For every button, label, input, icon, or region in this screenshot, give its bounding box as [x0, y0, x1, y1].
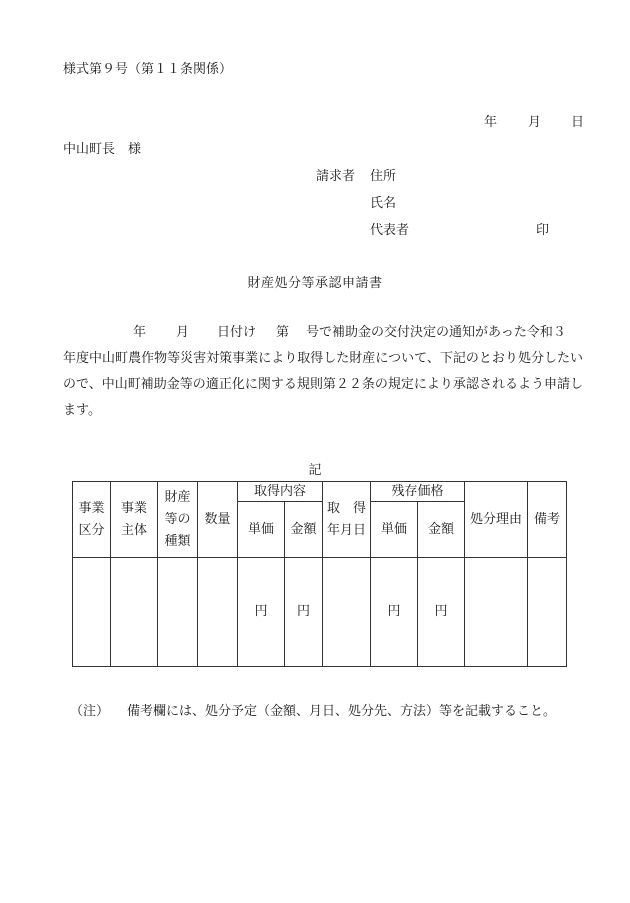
footnote — [70, 700, 556, 719]
cell-property-type[interactable] — [158, 558, 198, 667]
body-year: 年 — [133, 325, 147, 340]
body-line1-rest: 号で補助金の交付決定の通知があった令和３ — [306, 325, 566, 340]
cell-remarks[interactable] — [528, 558, 567, 667]
body-paragraph — [63, 320, 583, 424]
name-label: 氏名 — [370, 196, 397, 211]
date-year: 年 — [484, 115, 498, 130]
yen-unit: 円 — [296, 604, 310, 619]
header-acquisition-date: 取 得 年月日 — [323, 482, 371, 558]
representative-label: 代表者 — [370, 223, 410, 238]
header-business-entity: 事業 主体 — [111, 482, 158, 558]
header-acquisition: 取得内容 — [238, 482, 323, 502]
cell-unit-price[interactable] — [238, 558, 285, 667]
footnote-text: 備考欄には、処分予定（金額、月日、処分先、方法）等を記載すること。 — [127, 704, 557, 719]
header-residual-amount: 金額 — [418, 502, 465, 558]
header-remarks: 備考 — [528, 482, 567, 558]
header-property-type: 財産 等の 種類 — [158, 482, 198, 558]
footnote-label: （注） — [70, 704, 110, 719]
cell-business-entity[interactable] — [111, 558, 158, 667]
seal-mark: 印 — [536, 223, 550, 238]
date-day: 日 — [571, 115, 585, 130]
header-disposal-reason: 処分理由 — [465, 482, 528, 558]
header-amount: 金額 — [285, 502, 323, 558]
yen-unit: 円 — [254, 604, 268, 619]
form-number: 様式第９号（第１１条関係） — [63, 62, 233, 77]
header-unit-price: 単価 — [238, 502, 285, 558]
addressee: 中山町長 様 — [63, 142, 142, 157]
body-continuation: 年度中山町農作物等災害対策事業により取得した財産について、下記のとおり処分したいので、中山町補助金等の適正化に関する規則第２２条の規定により承認されるよう申請します。 — [63, 351, 583, 418]
cell-quantity[interactable] — [198, 558, 238, 667]
ki-heading: 記 — [308, 463, 322, 478]
body-no: 第 — [276, 325, 290, 340]
cell-residual-unit-price[interactable] — [371, 558, 418, 667]
cell-business-category[interactable] — [73, 558, 111, 667]
header-quantity: 数量 — [198, 482, 238, 558]
date-month: 月 — [528, 115, 542, 130]
header-residual-value: 残存価格 — [371, 482, 465, 502]
cell-disposal-reason[interactable] — [465, 558, 528, 667]
property-table — [72, 481, 567, 667]
body-day: 日付け — [217, 325, 257, 340]
header-business-category: 事業 区分 — [73, 482, 111, 558]
body-month: 月 — [176, 325, 190, 340]
requester-label: 請求者 — [316, 169, 356, 184]
cell-residual-amount[interactable] — [418, 558, 465, 667]
address-label: 住所 — [370, 169, 397, 184]
yen-unit: 円 — [434, 604, 448, 619]
header-residual-unit-price: 単価 — [371, 502, 418, 558]
cell-acquisition-date[interactable] — [323, 558, 371, 667]
yen-unit: 円 — [387, 604, 401, 619]
cell-amount[interactable] — [285, 558, 323, 667]
document-title: 財産処分等承認申請書 — [247, 276, 383, 291]
